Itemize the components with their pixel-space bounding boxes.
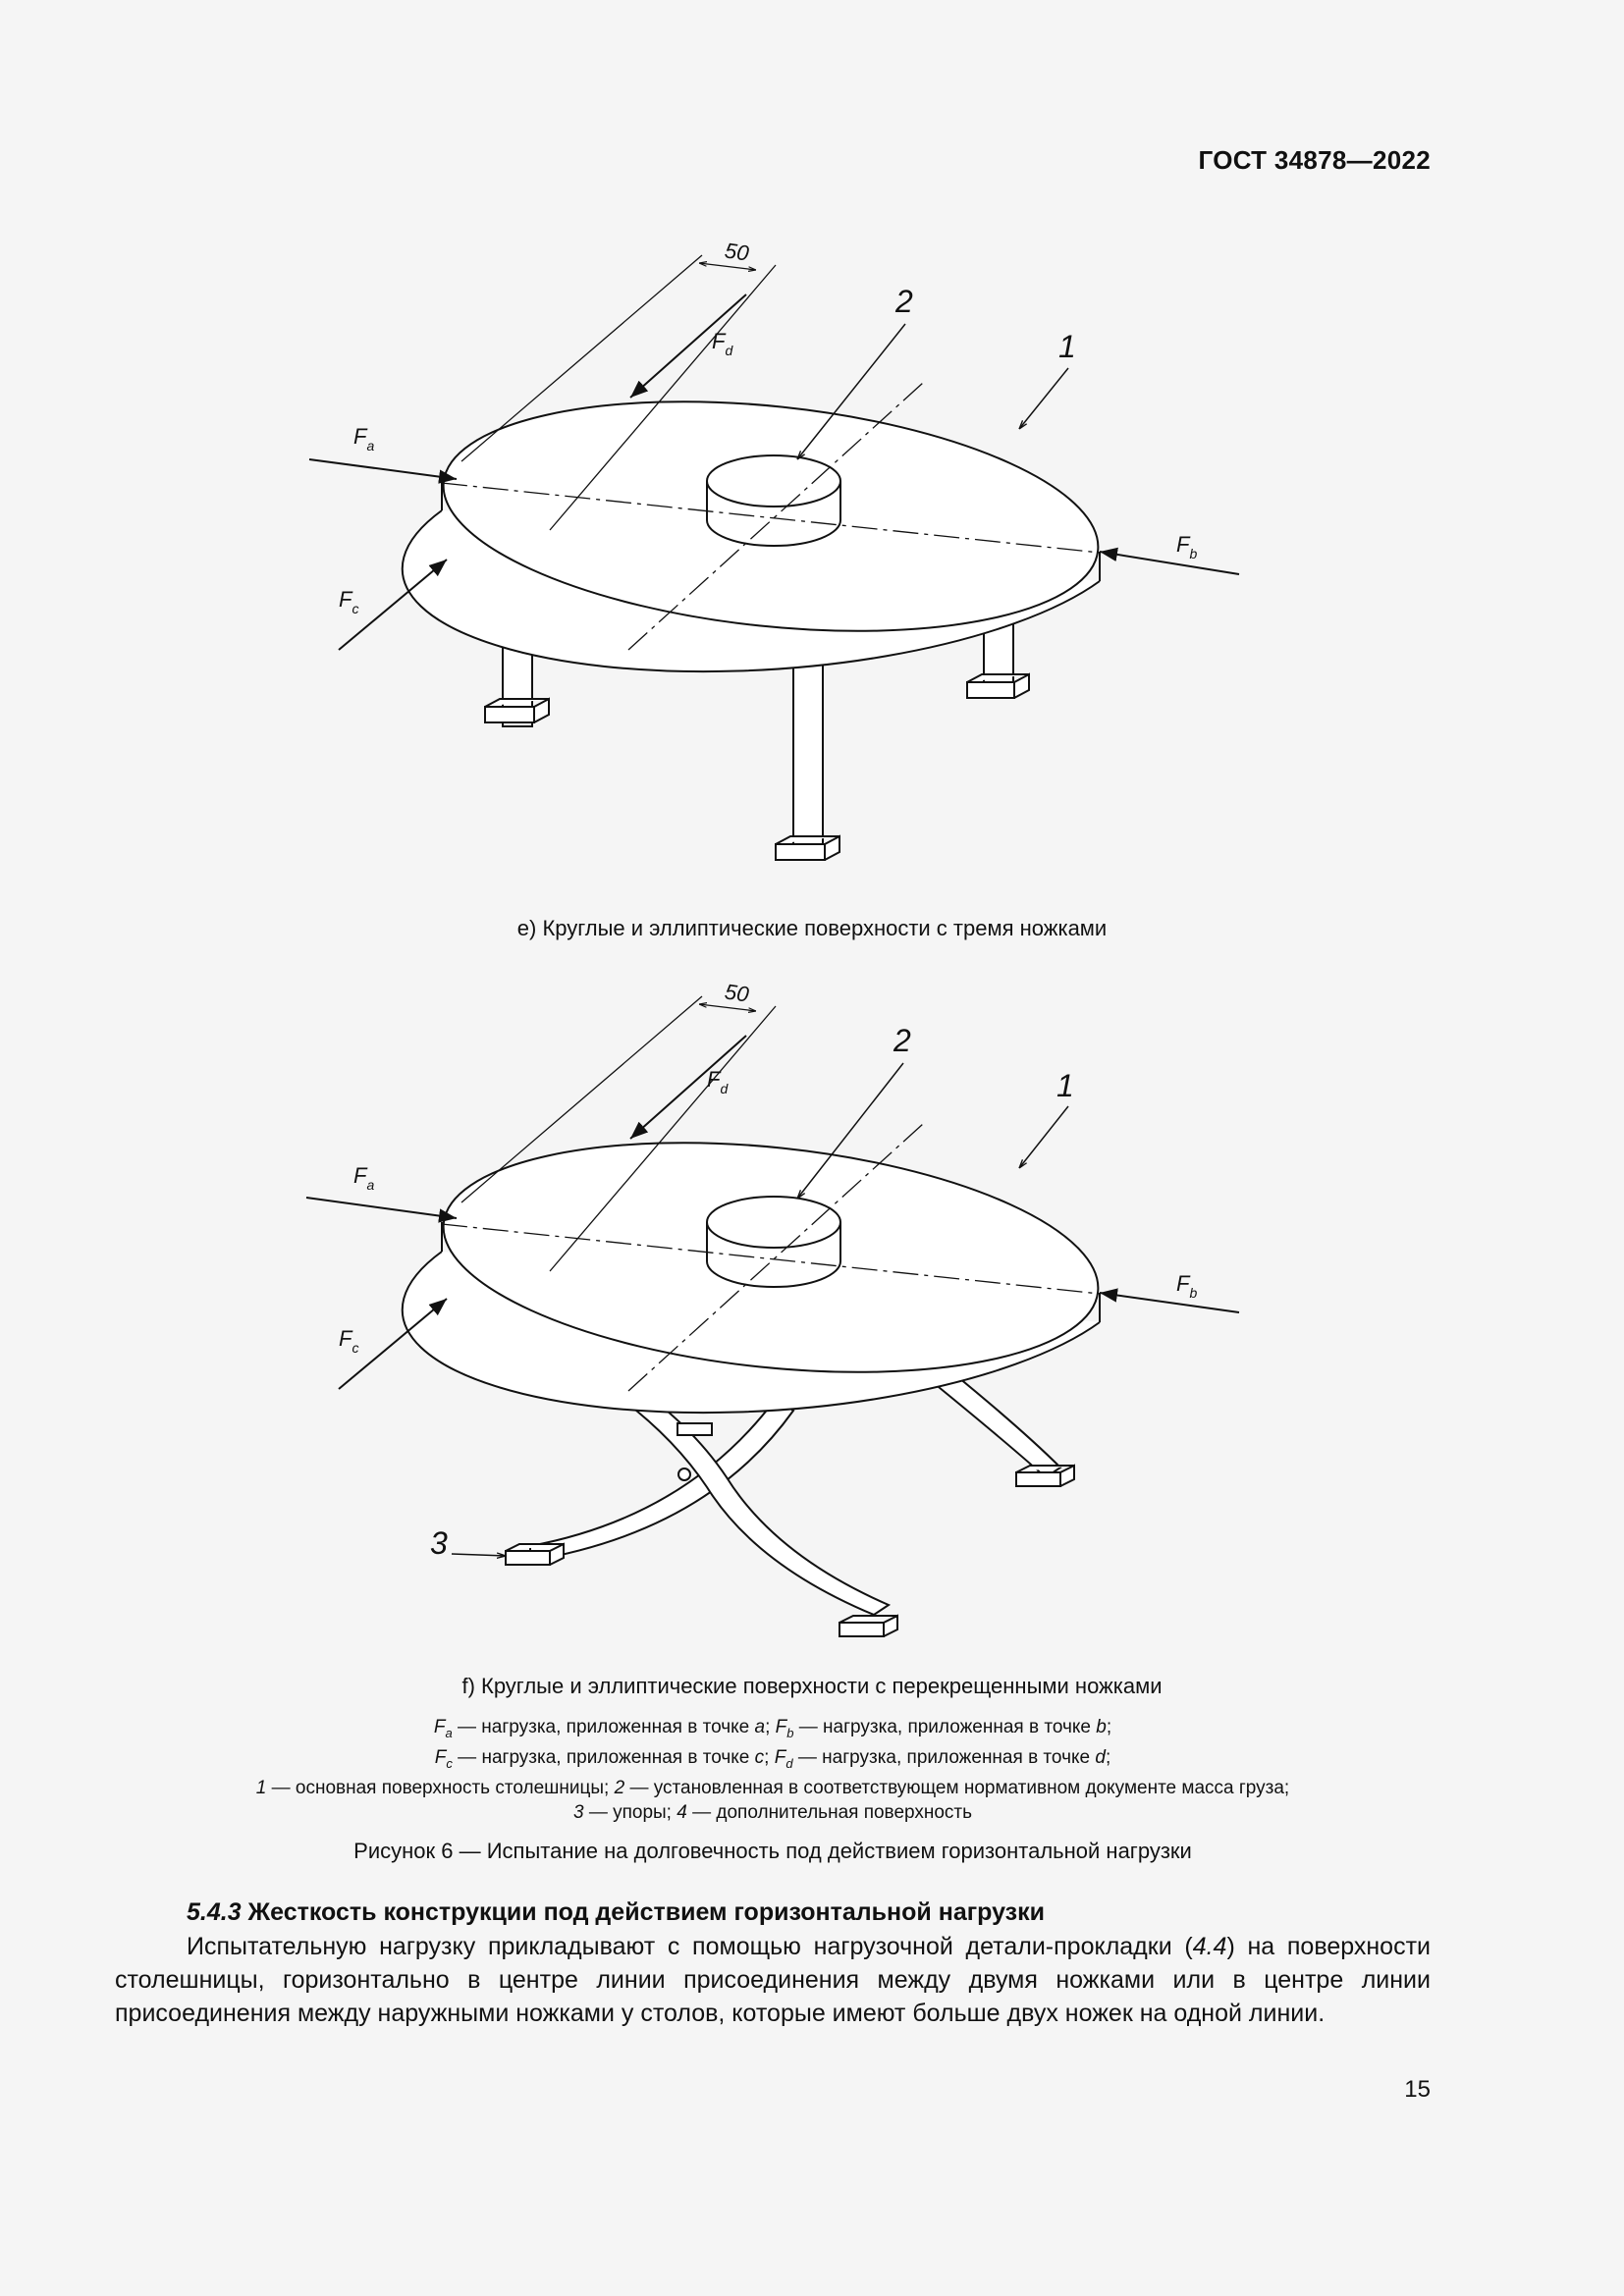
cross-reference: 4.4	[1192, 1933, 1227, 1960]
center-weight	[707, 455, 840, 546]
callout-1: 1	[1056, 1068, 1074, 1103]
force-fb-label: $F_b$	[1176, 1271, 1198, 1301]
figure-f-caption: f) Круглые и эллиптические поверхности с перекрещенными ножками	[461, 1674, 1163, 1698]
center-weight	[707, 1197, 840, 1287]
force-fa-label: $F_a$	[353, 424, 375, 454]
legend-line-1: $F_a$ — нагрузка, приложенная в точке a; $F_b$ — нагрузка, приложенная в точке b;	[433, 1717, 1112, 1740]
section-title: Жесткость конструкции под действием горизонтальной нагрузки	[241, 1898, 1045, 1926]
figure-legend	[0, 1715, 1545, 1825]
section-heading	[187, 1898, 1045, 1927]
figure-caption: Рисунок 6 — Испытание на долговечность под действием горизонтальной нагрузки	[353, 1839, 1192, 1863]
force-fc-label: $F_c$	[339, 587, 359, 616]
legend-line-4: 3 — упоры; 4 — дополнительная поверхность	[572, 1801, 973, 1823]
section-paragraph: Испытательную нагрузку прикладывают с помощью нагрузочной детали-прокладки (4.4) на поверхности столешницы, горизонтально в центре линии присоединения между двумя ножками или в центре линии присоединения между наружными ножками у столов, которые имеют больше двух ножек на одной линии.	[115, 1933, 1431, 2027]
callout-2: 2	[893, 1023, 911, 1058]
dimension-50: 50	[723, 238, 751, 266]
figure-e-drawing	[0, 226, 1624, 913]
dimension-50: 50	[723, 979, 751, 1007]
legend-line-2: $F_c$ — нагрузка, приложенная в точке c; $F_d$ — нагрузка, приложенная в точке d;	[434, 1746, 1111, 1771]
document-id: ГОСТ 34878—2022	[1198, 145, 1431, 175]
force-fb-label: $F_b$	[1176, 532, 1198, 561]
force-fc-label: $F_c$	[339, 1326, 359, 1356]
figure-e-caption: e) Круглые и эллиптические поверхности с тремя ножками	[516, 916, 1108, 940]
legend-line-3: 1 — основная поверхность столешницы; 2 — установленная в соответствующем нормативном документе масса груза;	[255, 1777, 1290, 1798]
callout-3: 3	[430, 1525, 448, 1561]
force-fd-label: $F_d$	[707, 1067, 729, 1096]
force-fd-label: $F_d$	[712, 329, 733, 358]
section-number: 5.4.3	[187, 1898, 242, 1926]
force-fa-label: $F_a$	[353, 1163, 375, 1193]
page-number: 15	[1404, 2076, 1431, 2103]
callout-2: 2	[895, 284, 913, 319]
figure-f-drawing	[0, 967, 1624, 1674]
callout-1: 1	[1058, 329, 1076, 364]
